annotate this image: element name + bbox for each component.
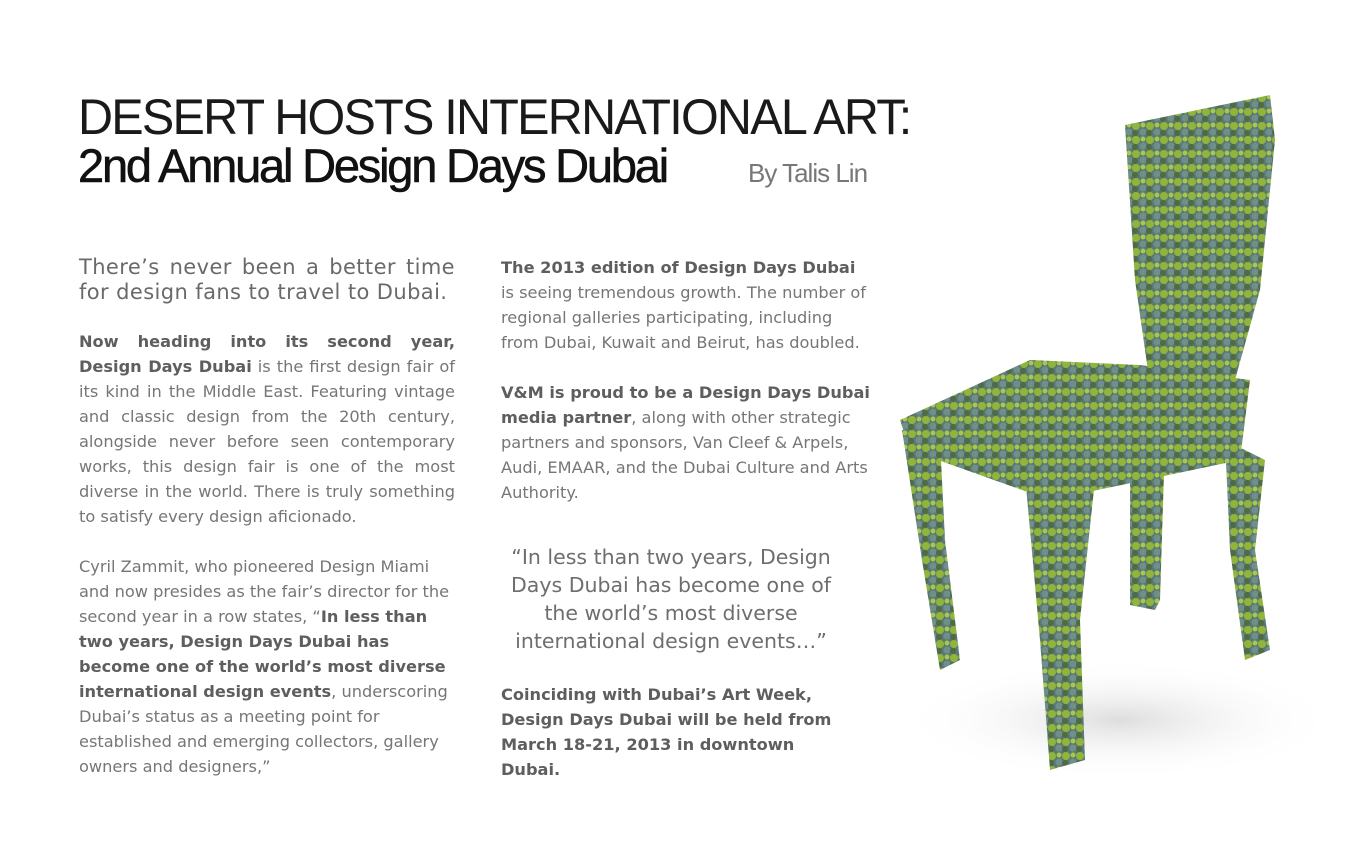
paragraph-partner-bold: V&M is proud to be a Design Days Dubai media partner	[501, 383, 870, 427]
chair-back	[1125, 95, 1275, 385]
chair-leg-back-right	[1225, 440, 1270, 660]
paragraph-quote-end: , underscoring Dubai’s status as a meeting point for established and emerging collectors, gallery owners and designers,”	[79, 682, 448, 776]
lead-text: There’s never been a better time for design fans to travel to Dubai.	[79, 255, 455, 304]
paragraph-edition	[501, 255, 871, 355]
pull-quote: “In less than two years, Design Days Dubai has become one of the world’s most diverse international design events…”	[511, 545, 831, 653]
headline: DESERT HOSTS INTERNATIONAL ART:	[78, 89, 911, 145]
paragraph-edition-bold: The 2013 edition of Design Days Dubai	[501, 258, 856, 277]
byline: By Talis Lin	[748, 158, 868, 188]
subheadline: 2nd Annual Design Days Dubai	[78, 139, 667, 192]
closing-paragraph-bold: Coinciding with Dubai’s Art Week, Design Days Dubai will be held from March 18-21, 2013 in downtown Dubai.	[501, 685, 832, 779]
paragraph-edition-text: is seeing tremendous growth. The number of regional galleries participating, including from Dubai, Kuwait and Beirut, has doubled.	[501, 283, 867, 352]
paragraph-quote-start: Cyril Zammit, who pioneered Design Miami and now presides as the fair’s director for the second year in a row states, “	[79, 557, 450, 626]
closing-paragraph	[501, 682, 841, 782]
column-left	[79, 255, 455, 779]
chair-shadow	[900, 660, 1330, 780]
column-right	[501, 255, 871, 782]
chair-leg-back-left	[1130, 440, 1165, 610]
paragraph-intro-text: is the first design fair of its kind in the Middle East. Featuring vintage and classic design from the 20th century, alongside never before seen contemporary works, this design fair is one of the most diverse in the world. There is truly something to satisfy every design aficionado.	[79, 357, 456, 526]
paragraph-quote	[79, 554, 455, 779]
paragraph-intro-bold: Now heading into its second year, Design Days Dubai	[79, 332, 455, 376]
chair-leg-front-left	[902, 430, 960, 670]
chair-icon	[880, 80, 1330, 800]
paragraph-quote-bold: In less than two years, Design Days Dubai has become one of the world’s most diverse international design events	[79, 607, 446, 701]
paragraph-partner	[501, 380, 871, 505]
paragraph-intro	[79, 329, 455, 529]
paragraph-partner-text: , along with other strategic partners and sponsors, Van Cleef & Arpels, Audi, EMAAR, and the Dubai Culture and Arts Authority.	[501, 408, 868, 502]
